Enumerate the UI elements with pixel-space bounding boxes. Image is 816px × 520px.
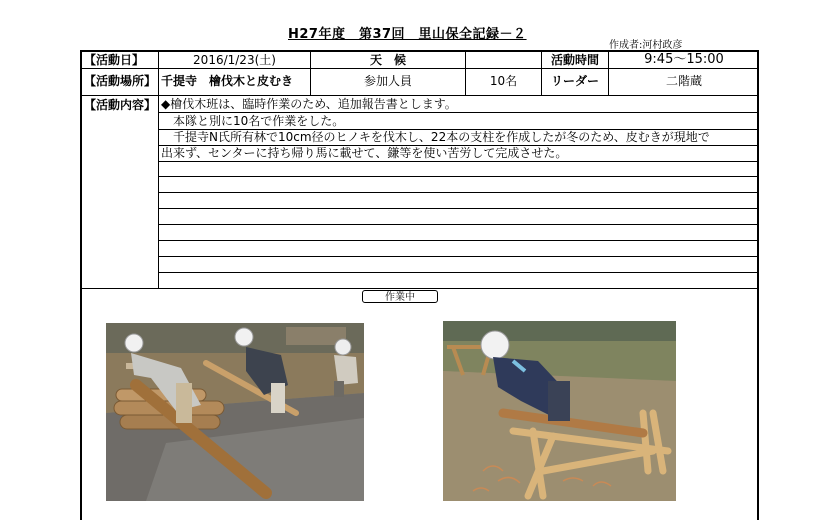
time-value: 9:45～15:00	[644, 52, 724, 67]
author-label: 作成者:河村政彦	[609, 40, 683, 51]
work-photo-right	[443, 321, 676, 501]
content-label: 【活動内容】	[84, 98, 157, 112]
leader-label: リーダー	[550, 74, 599, 88]
people-value: 10名	[489, 74, 518, 88]
place-value: 千提寺 檜伐木と皮むき	[161, 74, 294, 88]
work-photo-left	[106, 323, 364, 501]
page-title: H27年度 第37回 里山保全記録－２	[288, 27, 527, 42]
content-line: 千提寺N氏所有林で10cm径のヒノキを伐木し、22本の支柱を作成したが冬のため、皮むきが現地で	[173, 130, 710, 144]
record-sheet	[80, 50, 759, 520]
place-label: 【活動場所】	[84, 74, 157, 88]
date-label: 【活動日】	[84, 53, 145, 67]
leader-value: 二階蔵	[665, 74, 702, 88]
weather-value	[466, 52, 541, 68]
photo-caption: 作業中	[362, 290, 438, 303]
people-label: 参加人員	[363, 74, 412, 88]
content-line: ◆檜伐木班は、臨時作業のため、追加報告書とします。	[161, 97, 457, 111]
date-value: 2016/1/23(土)	[193, 53, 276, 67]
content-line: 出来ず、センターに持ち帰り馬に載せて、鎌等を使い苦労して完成させた。	[161, 146, 568, 160]
content-line: 本隊と別に10名で作業をした。	[173, 114, 345, 128]
weather-label: 天 候	[369, 53, 406, 67]
time-label: 活動時間	[550, 53, 599, 67]
